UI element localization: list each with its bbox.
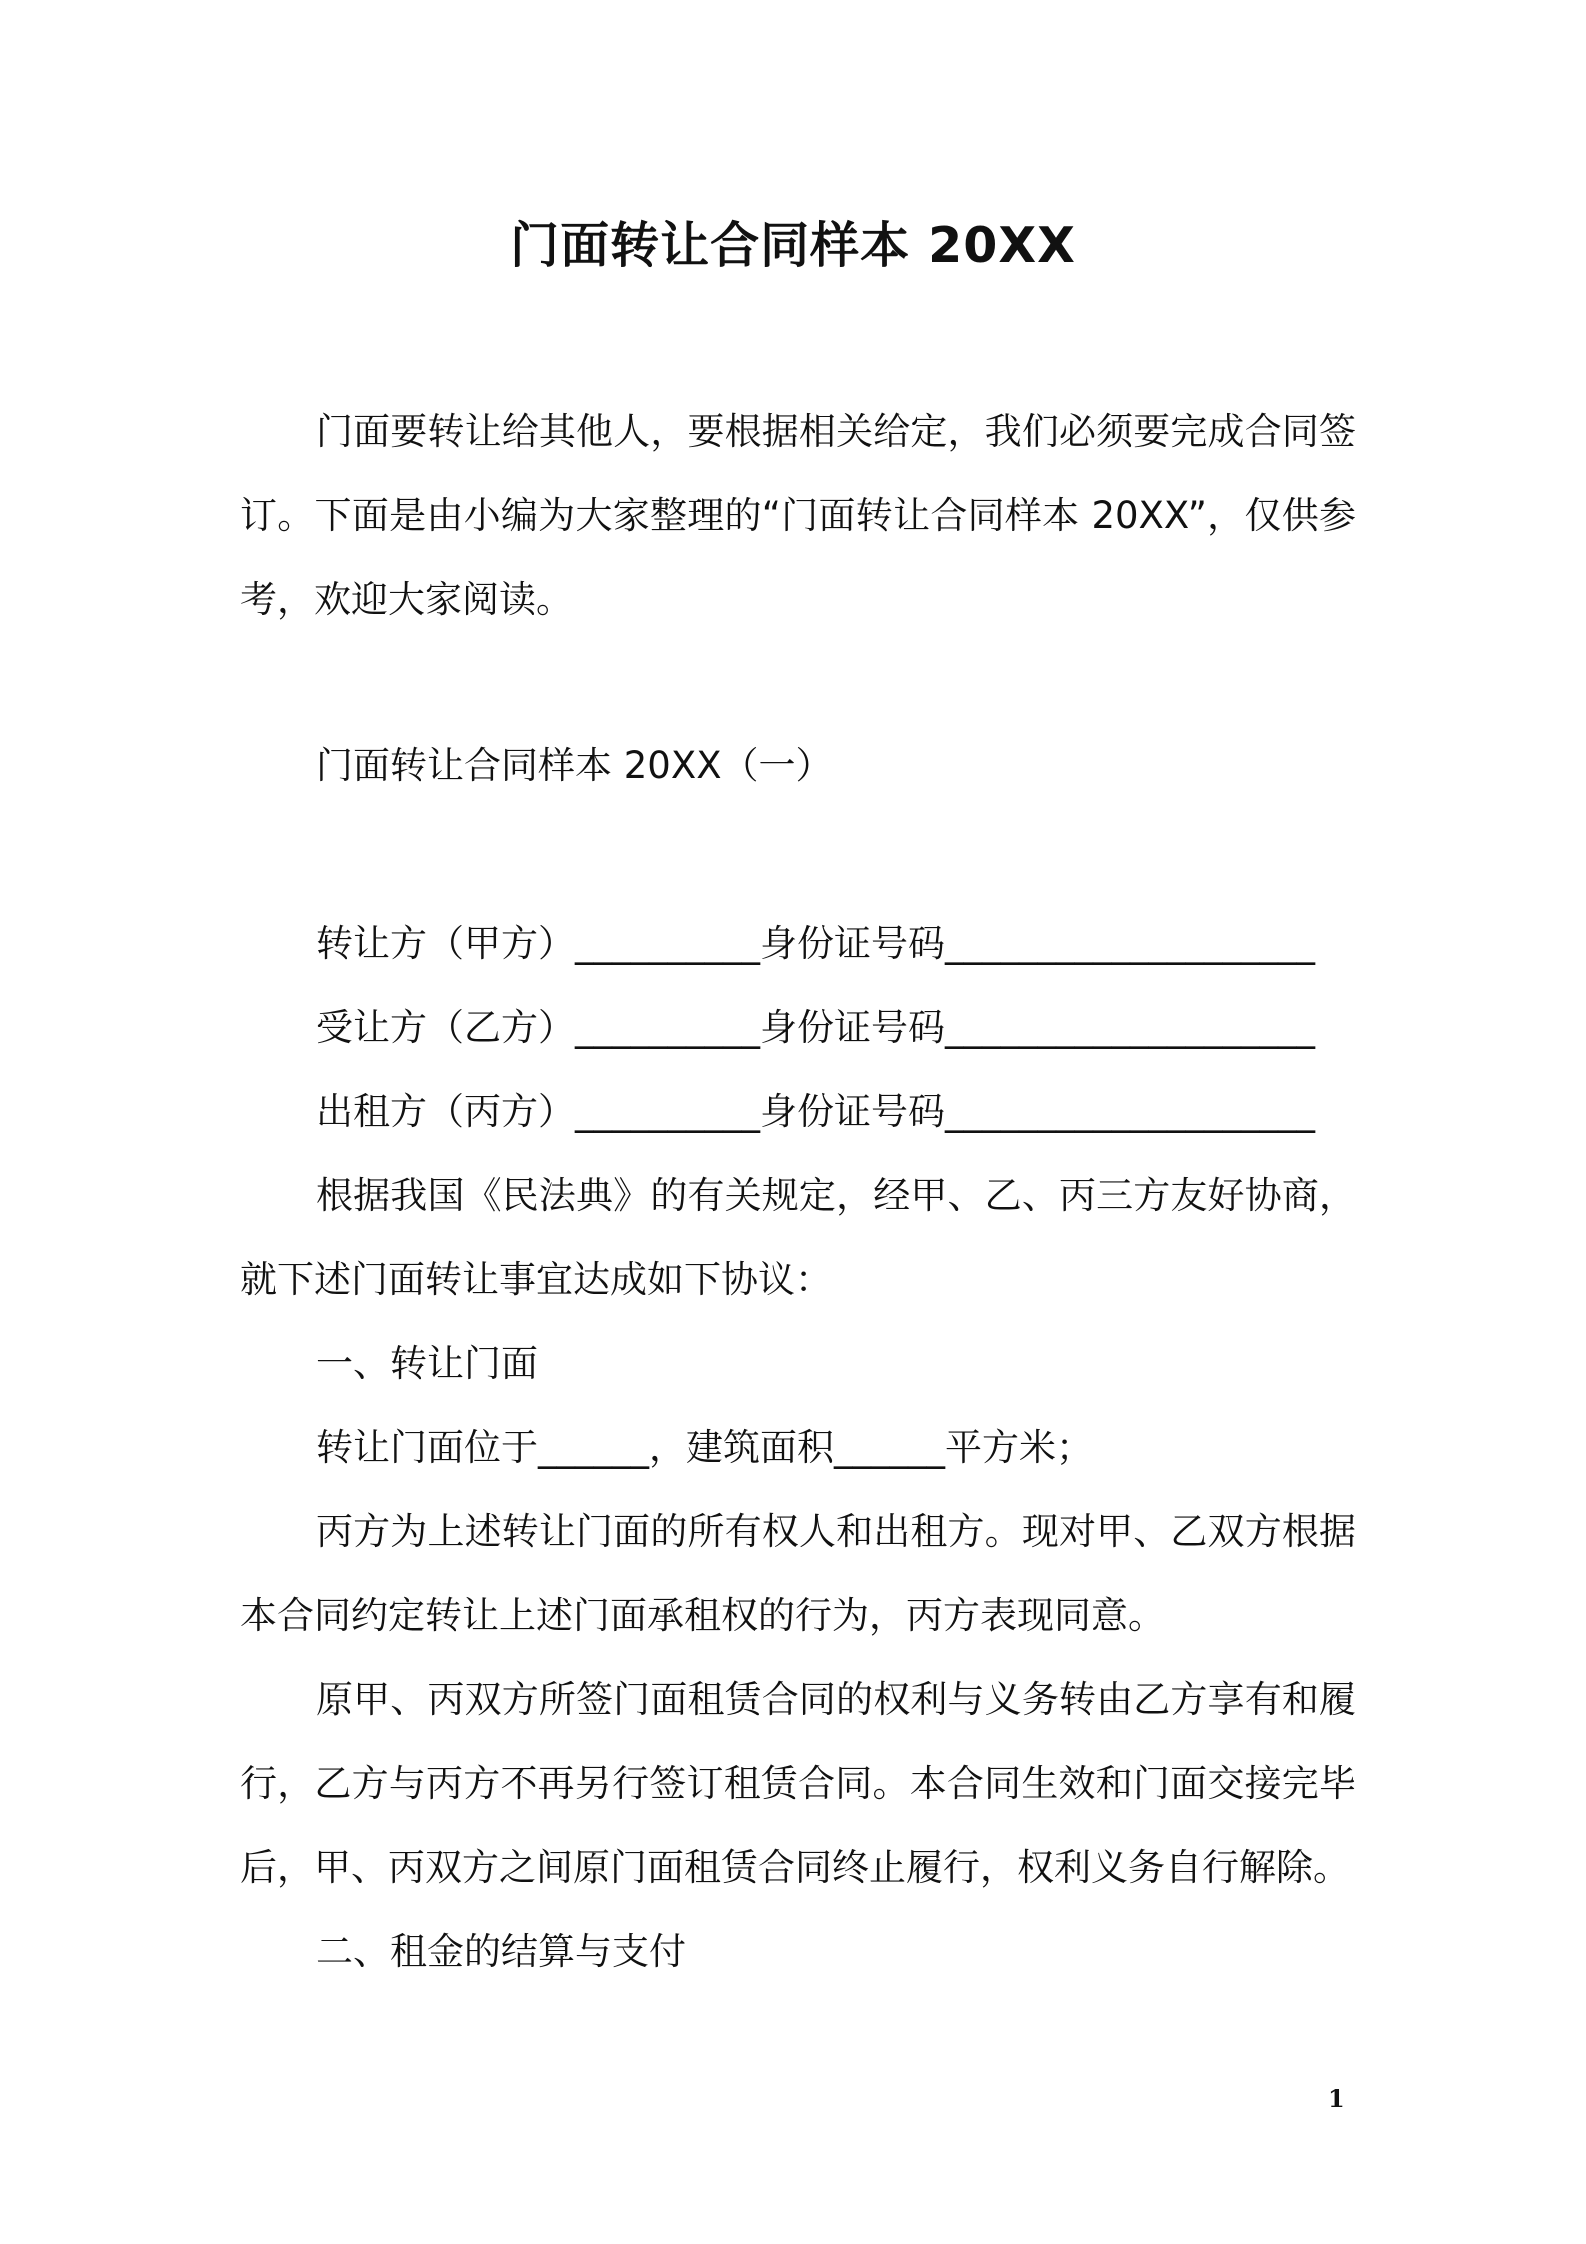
page-number: 1	[1328, 2084, 1345, 2113]
clause2-heading: 二、租金的结算与支付	[316, 1930, 686, 1973]
preamble-paragraph: 根据我国《民法典》的有关规定，经甲、乙、丙三方友好协商，就下述门面转让事宜达成如下协议：	[240, 1174, 1356, 1301]
party-b-line: 受让方（乙方）__________身份证号码____________________	[316, 1006, 1315, 1049]
section-heading: 门面转让合同样本 20XX（一）	[316, 744, 833, 787]
clause1-location: 转让门面位于______，建筑面积______平方米；	[316, 1426, 1093, 1469]
party-a-line: 转让方（甲方）__________身份证号码____________________	[316, 922, 1315, 965]
party-c-line: 出租方（丙方）__________身份证号码____________________	[316, 1090, 1315, 1133]
document-title: 门面转让合同样本 20XX	[510, 217, 1076, 274]
clause1-paragraph-2: 原甲、丙双方所签门面租赁合同的权利与义务转由乙方享有和履行，乙方与丙方不再另行签订租赁合同。本合同生效和门面交接完毕后，甲、丙双方之间原门面租赁合同终止履行，权利义务自行解除。	[240, 1678, 1356, 1889]
clause1-paragraph-1: 丙方为上述转让门面的所有权人和出租方。现对甲、乙双方根据本合同约定转让上述门面承租权的行为，丙方表现同意。	[240, 1510, 1356, 1637]
clause1-heading: 一、转让门面	[316, 1342, 538, 1385]
intro-paragraph: 门面要转让给其他人，要根据相关给定，我们必须要完成合同签订。下面是由小编为大家整理的“门面转让合同样本 20XX”，仅供参考，欢迎大家阅读。	[240, 410, 1356, 621]
